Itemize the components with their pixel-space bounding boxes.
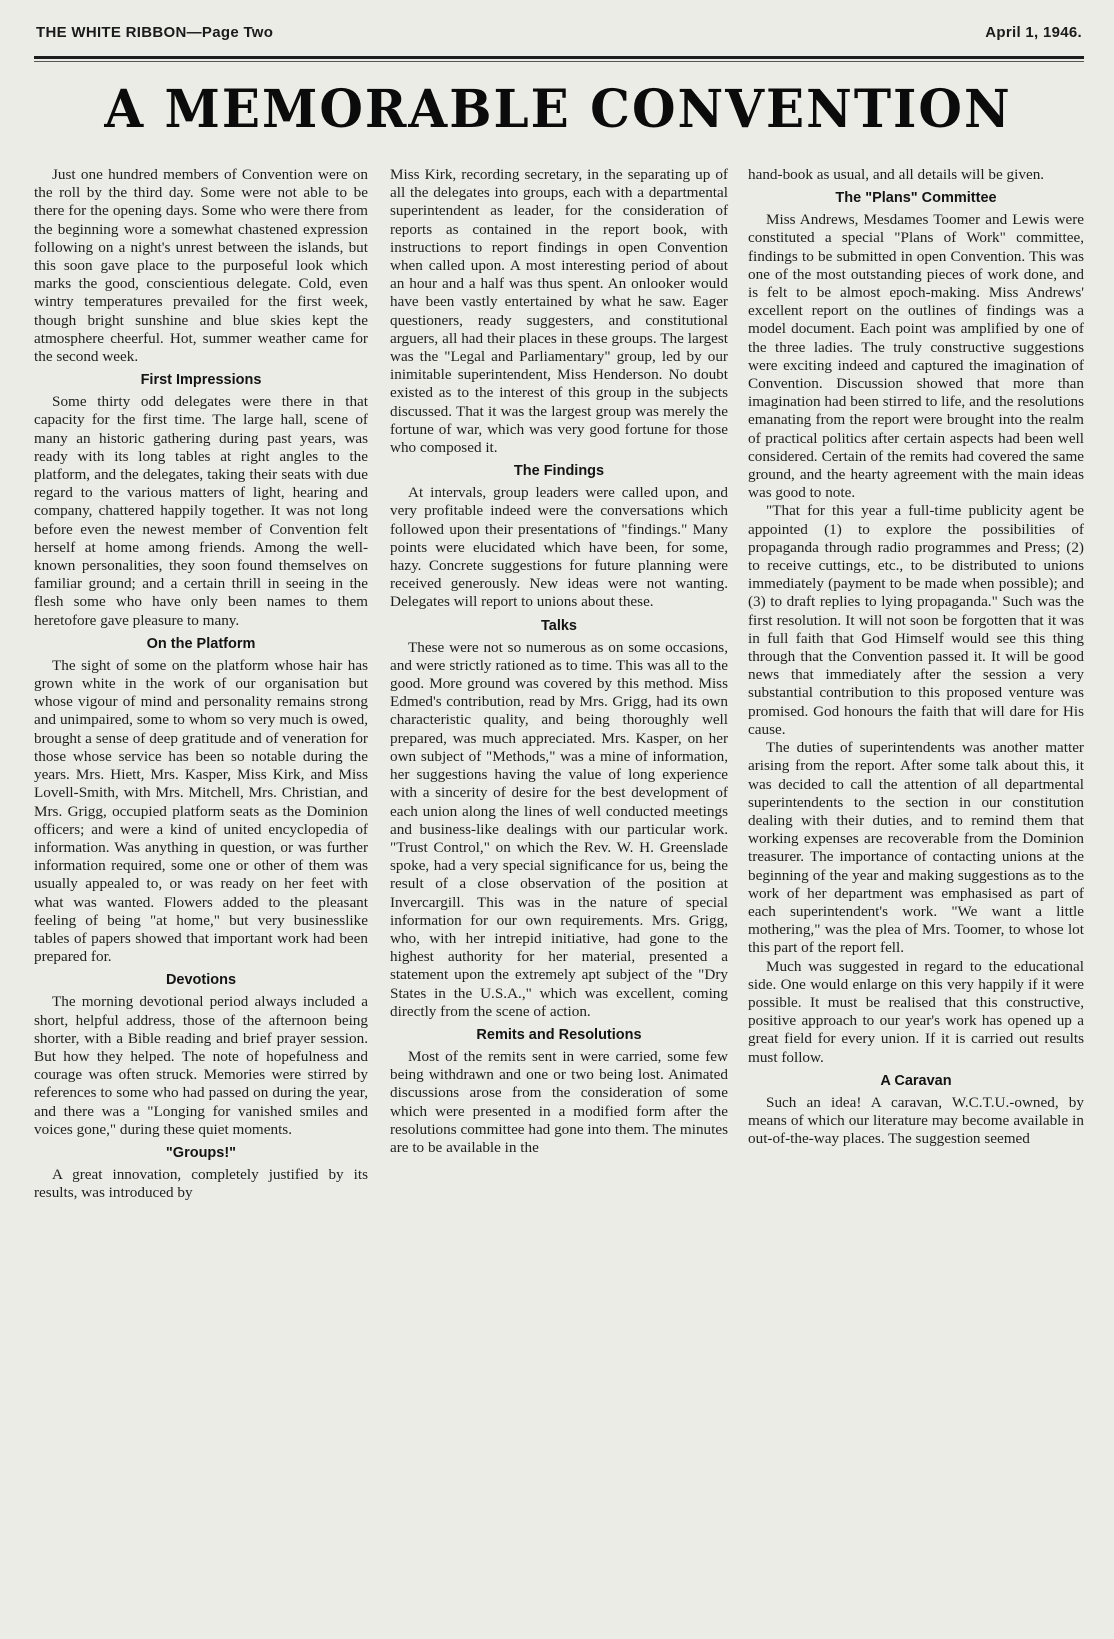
article-headline: A MEMORABLE CONVENTION <box>104 77 1012 140</box>
subheading-first-impressions: First Impressions <box>140 372 262 389</box>
article-column-1 <box>34 166 368 1202</box>
paragraph: Miss Kirk, recording secretary, in the separating up of all the delegates into groups, each with a departmental superintendent as leader, for the consideration of reports as contained in the report book, with instructions to report findings in open Convention when called upon. A most interesting period of about an hour and a half was thus spent. An onlooker would have been vastly entertained by what he saw. Eager questioners, ready suggesters, and constitutional arguers, all had their places in these groups. The largest was the "Legal and Parliamentary" group, led by our inimitable superintendent, Miss Henderson. No doubt existed as to the interest of this group in the subjects discussed. That it was the largest group was merely the fortune of war, which was very good fortune for those who composed it. <box>390 166 728 457</box>
article-column-3 <box>748 166 1084 1148</box>
subheading-a-caravan: A Caravan <box>880 1072 952 1089</box>
subheading-on-the-platform: On the Platform <box>146 635 256 652</box>
running-header <box>36 20 1082 46</box>
publication-page-label: THE WHITE RIBBON—Page Two <box>36 24 274 41</box>
paragraph: "That for this year a full-time publicity agent be appointed (1) to explore the possibilities of propaganda through radio programmes and Press; (2) to receive cuttings, etc., to be distributed to unions immediately (payment to be made when possible); and (3) to draft replies to lying propaganda." Such was the first resolution. It will not soon be forgotten that it was in full faith that God Himself would see this thing through that the Convention passed it. It will be good news that immediately after the session a very substantial contribution to this proposed venture was promised. God honours the faith that will dare for His cause. <box>748 502 1084 738</box>
paragraph: The duties of superintendents was another matter arising from the report. After some talk about this, it was decided to call the attention of all departmental superintendents to the section in our constitution dealing with their duties, and to remind them that working expenses are recoverable from the Dominion treasurer. The importance of contacting unions at the beginning of the year and making suggestions as to the work of her department was emphasised as part of each superintendent's work. "We want a little mothering," was the plea of Mrs. Toomer, to whose lot this part of the report fell. <box>748 739 1084 957</box>
paragraph: hand-book as usual, and all details will be given. <box>748 166 1045 183</box>
paragraph: Some thirty odd delegates were there in that capacity for the first time. The large hall, scene of many an historic gathering during past years, was ready with its long tables at right angles to the platform, and the delegates, taking their seats with due regard to the various matters of light, hearing and company, chattered happily together. It was not long before even the newest member of Convention felt herself at home among friends. Among the well-known personalities, they soon found themselves on familiar ground; and a certain thrill in seeing in the flesh some who have only been names to them heretofore gave pleasure to many. <box>34 393 368 629</box>
paragraph: Such an idea! A caravan, W.C.T.U.-owned, by means of which our literature may become available in out-of-the-way places. The suggestion seemed <box>748 1093 1084 1148</box>
paragraph: A great innovation, completely justified by its results, was introduced by <box>34 1165 368 1202</box>
issue-date: April 1, 1946. <box>985 24 1082 41</box>
paragraph: Miss Andrews, Mesdames Toomer and Lewis were constituted a special "Plans of Work" committee, findings to be submitted in open Convention. This was one of the most outstanding pieces of work done, and is felt to be almost epoch-making. Miss Andrews' excellent report on the outlines of findings was a model document. Each point was amplified by one of the three ladies. The truly constructive suggestions were exciting indeed and captured the imagination of Convention. Discussion showed that more than imagination had been stirred to life, and the resolutions emanating from the report were brought into the realm of practical politics after certain aspects had been well considered. Certain of the remits had covered the same ground, and the hearty agreement with the main ideas was good to note. <box>748 211 1084 502</box>
subheading-devotions: Devotions <box>165 972 237 989</box>
header-rule-thin <box>34 61 1084 62</box>
paragraph: At intervals, group leaders were called upon, and very profitable indeed were the conversations which followed upon their presentations of "findings." Many points were elucidated which have been, for some, hazy. Concrete suggestions for future planning were received generously. New ideas were not wanting. Delegates will report to unions about these. <box>390 484 728 611</box>
subheading-plans-committee: The "Plans" Committee <box>835 190 997 207</box>
subheading-the-findings: The Findings <box>513 463 605 480</box>
paragraph: The morning devotional period always included a short, helpful address, those of the afternoon being shorter, with a Bible reading and brief prayer session. But how they helped. The note of hopefulness and courage was often struck. Memories were stirred by references to some who had passed on during the year, and there was a "Longing for vanished smiles and voices gone," during these quiet moments. <box>34 993 368 1138</box>
article-column-2 <box>390 166 728 1157</box>
paragraph: These were not so numerous as on some occasions, and were strictly rationed as to time. This was all to the good. More ground was covered by this method. Miss Edmed's contribution, read by Mrs. Grigg, had its own characteristic quality, and being thoroughly well prepared, was much appreciated. Mrs. Kasper, on her own subject of "Methods," was a mine of information, her suggestions having the value of long experience with a sincerity of desire for the best development of each union along the lines of well conducted meetings and business-like dealings with our particular work. "Trust Control," on which the Rev. W. H. Greenslade spoke, had a very special significance for us, being the result of a close observation of the position at Invercargill. This was in the nature of special information for our own requirements. Mrs. Grigg, who, with her intrepid initiative, had gone to the highest authority for her material, presented a statement upon the extremely apt subject of the "Dry States in the U.S.A.," which was excellent, coming directly from the scene of action. <box>390 638 728 1020</box>
paragraph: Much was suggested in regard to the educational side. One would enlarge on this very happily if it were possible. It must be realised that this constructive, positive approach to our year's work has opened up a great field for every union. If it is carried out results must follow. <box>748 957 1084 1066</box>
subheading-remits-and-resolutions: Remits and Resolutions <box>476 1026 642 1043</box>
paragraph: The sight of some on the platform whose hair has grown white in the work of our organisation but whose vigour of mind and personality remains strong and unimpaired, some to whom so very much is owed, brought a sense of deep gratitude and of veneration for those whose service has been so notable during the years. Mrs. Hiett, Mrs. Kasper, Miss Kirk, and Miss Lovell-Smith, with Mrs. Mitchell, Mrs. Christian, and Mrs. Grigg, occupied platform seats as the Dominion officers; and were a kind of united encyclopedia of information. Was anything in question, or was further information required, some one or other of them was usually appealed to, or was ready on her feet with what was wanted. Flowers added to the pleasant feeling of being "at home," but very businesslike tables of papers showed that important work had been prepared for. <box>34 656 368 966</box>
header-rule-thick <box>34 56 1084 59</box>
paragraph: Most of the remits sent in were carried, some few being withdrawn and one or two being lost. Animated discussions arose from the consideration of some which were presented in a modified form after the resolutions committee had gone into them. The minutes are to be available in the <box>390 1047 729 1156</box>
paragraph: Just one hundred members of Convention were on the roll by the third day. Some were not able to be there for the opening days. Some who were there from the beginning wore a somewhat chastened expression following on a night's unrest between the islands, but this soon gave place to the purposeful look which marks the good, conscientious delegate. Cold, even wintry temperatures prevailed for the first week, though bright sunshine and blue skies kept the atmosphere cheerful. Hot, summer weather came for the second week. <box>34 166 368 366</box>
subheading-groups: "Groups!" <box>165 1144 237 1161</box>
subheading-talks: Talks <box>540 617 577 634</box>
